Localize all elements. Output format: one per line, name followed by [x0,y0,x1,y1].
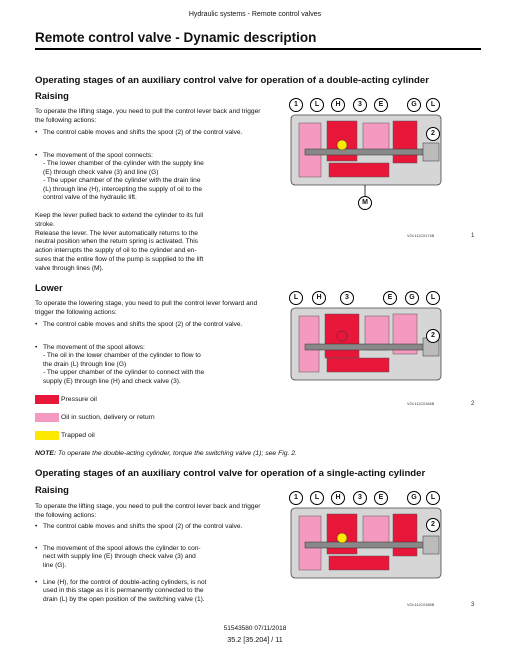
legend-swatch-suction [35,413,59,422]
callout-G: G [405,291,419,305]
legend-label-trapped: Trapped oil [61,432,95,439]
figure-1-valve-section [285,93,447,218]
raising2-bullet-1: • The control cable moves and shifts the spool (2) of the control valve. [35,523,270,531]
figure-3-code: VOL11JC0185B [407,603,435,607]
raising2-intro: To operate the lifting stage, you need to pull the control lever back and trigger the following actions: [35,503,261,519]
page-title: Remote control valve - Dynamic description [35,30,317,45]
figure-3-valve-section [285,486,447,594]
lower-bullet-1: • The control cable moves and shifts the spool (2) of the control valve. [35,321,270,329]
raising2-bullet-2: • The movement of the spool allows the cylinder to con- nect with supply line (E) through check valve (3) and line (G). [35,545,275,570]
callout-E: E [374,491,388,505]
callout-H: H [312,291,326,305]
raising-heading: Raising [35,90,69,101]
figure-1-number: 1 [471,233,475,239]
raising-heading-2: Raising [35,484,69,495]
callout-1: 1 [289,98,303,112]
callout-E: E [383,291,397,305]
raising-after-text: Keep the lever pulled back to extend the cylinder to its full stroke. Release the lever. The lever automatically returns to the neutral position when the return spring is activated. This action interrupts the supply of oil to the cylinder and en- sures that the entire flow of the pump is supplied to the lift valve through lines (M). [35,212,204,272]
callout-L-right: L [426,491,440,505]
callout-2: 2 [426,518,440,532]
legend-label-pressure: Pressure oil [61,396,97,403]
callout-L: L [310,98,324,112]
running-header: Hydraulic systems - Remote control valves [188,11,322,18]
figure-3-number: 3 [471,602,475,608]
legend-label-suction: Oil in suction, delivery or return [61,414,155,421]
raising2-bullet-3: • Line (H), for the control of double-acting cylinders, is not used in this stage as it is permanently connected to the drain (L) by the open position of the switching valve (1). [35,579,275,604]
raising-bullet-1: • The control cable moves and shifts the spool (2) of the control valve. [35,129,270,137]
callout-1: 1 [289,491,303,505]
callout-H: H [331,491,345,505]
section2-heading: Operating stages of an auxiliary control valve for operation of a single-acting cylinder [35,468,426,479]
callout-L: L [310,491,324,505]
valve-diagram-lower [285,286,447,398]
lower-heading: Lower [35,282,63,293]
note [35,450,297,457]
figure-2-valve-section [285,286,447,398]
lower-intro: To operate the lowering stage, you need to pull the control lever forward and trigger the following actions: [35,300,258,316]
callout-2: 2 [426,127,440,141]
legend-swatch-trapped [35,431,59,440]
callout-3: 3 [340,291,354,305]
footer-page-number: 35.2 [35.204] / 11 [227,635,283,644]
note-text: To operate the double-acting cylinder, torque the switching valve (1); see Fig. 2. [58,450,297,457]
figure-1-code: VOL11JC0174B [407,234,435,238]
callout-2: 2 [426,329,440,343]
raising-intro: To operate the lifting stage, you need to pull the control lever back and trigger the following actions: [35,108,261,124]
section1-heading: Operating stages of an auxiliary control valve for operation of a double-acting cylinder [35,75,429,86]
callout-E: E [374,98,388,112]
title-divider [35,48,481,50]
callout-G: G [407,491,421,505]
figure-2-code: VOL11JC0184B [407,402,435,406]
callout-L-right: L [426,98,440,112]
callout-H: H [331,98,345,112]
callout-G: G [407,98,421,112]
valve-diagram-single-acting [285,486,447,594]
legend-swatch-pressure [35,395,59,404]
note-label: NOTE: [35,450,57,457]
callout-M: M [358,196,372,210]
figure-2-number: 2 [471,401,475,407]
raising-bullet-2: • The movement of the spool connects: - The lower chamber of the cylinder with the supply line (E) through check valve (3) and line (G) - The upper chamber of the cylinder with the drain line (L) through line (H), intercepting the supply of oil to the control valve of the hydraulic lift. [35,152,275,202]
callout-3: 3 [353,491,367,505]
callout-L: L [289,291,303,305]
callout-3: 3 [353,98,367,112]
footer-doc-number: 51543580 07/11/2018 [223,625,287,632]
lower-bullet-2: • The movement of the spool allows: - The oil in the lower chamber of the cylinder to flow to the drain (L) through line (G) - The upper chamber of the cylinder to connect with the supply (E) through line (H) and check valve (3). [35,344,275,386]
callout-L-right: L [426,291,440,305]
